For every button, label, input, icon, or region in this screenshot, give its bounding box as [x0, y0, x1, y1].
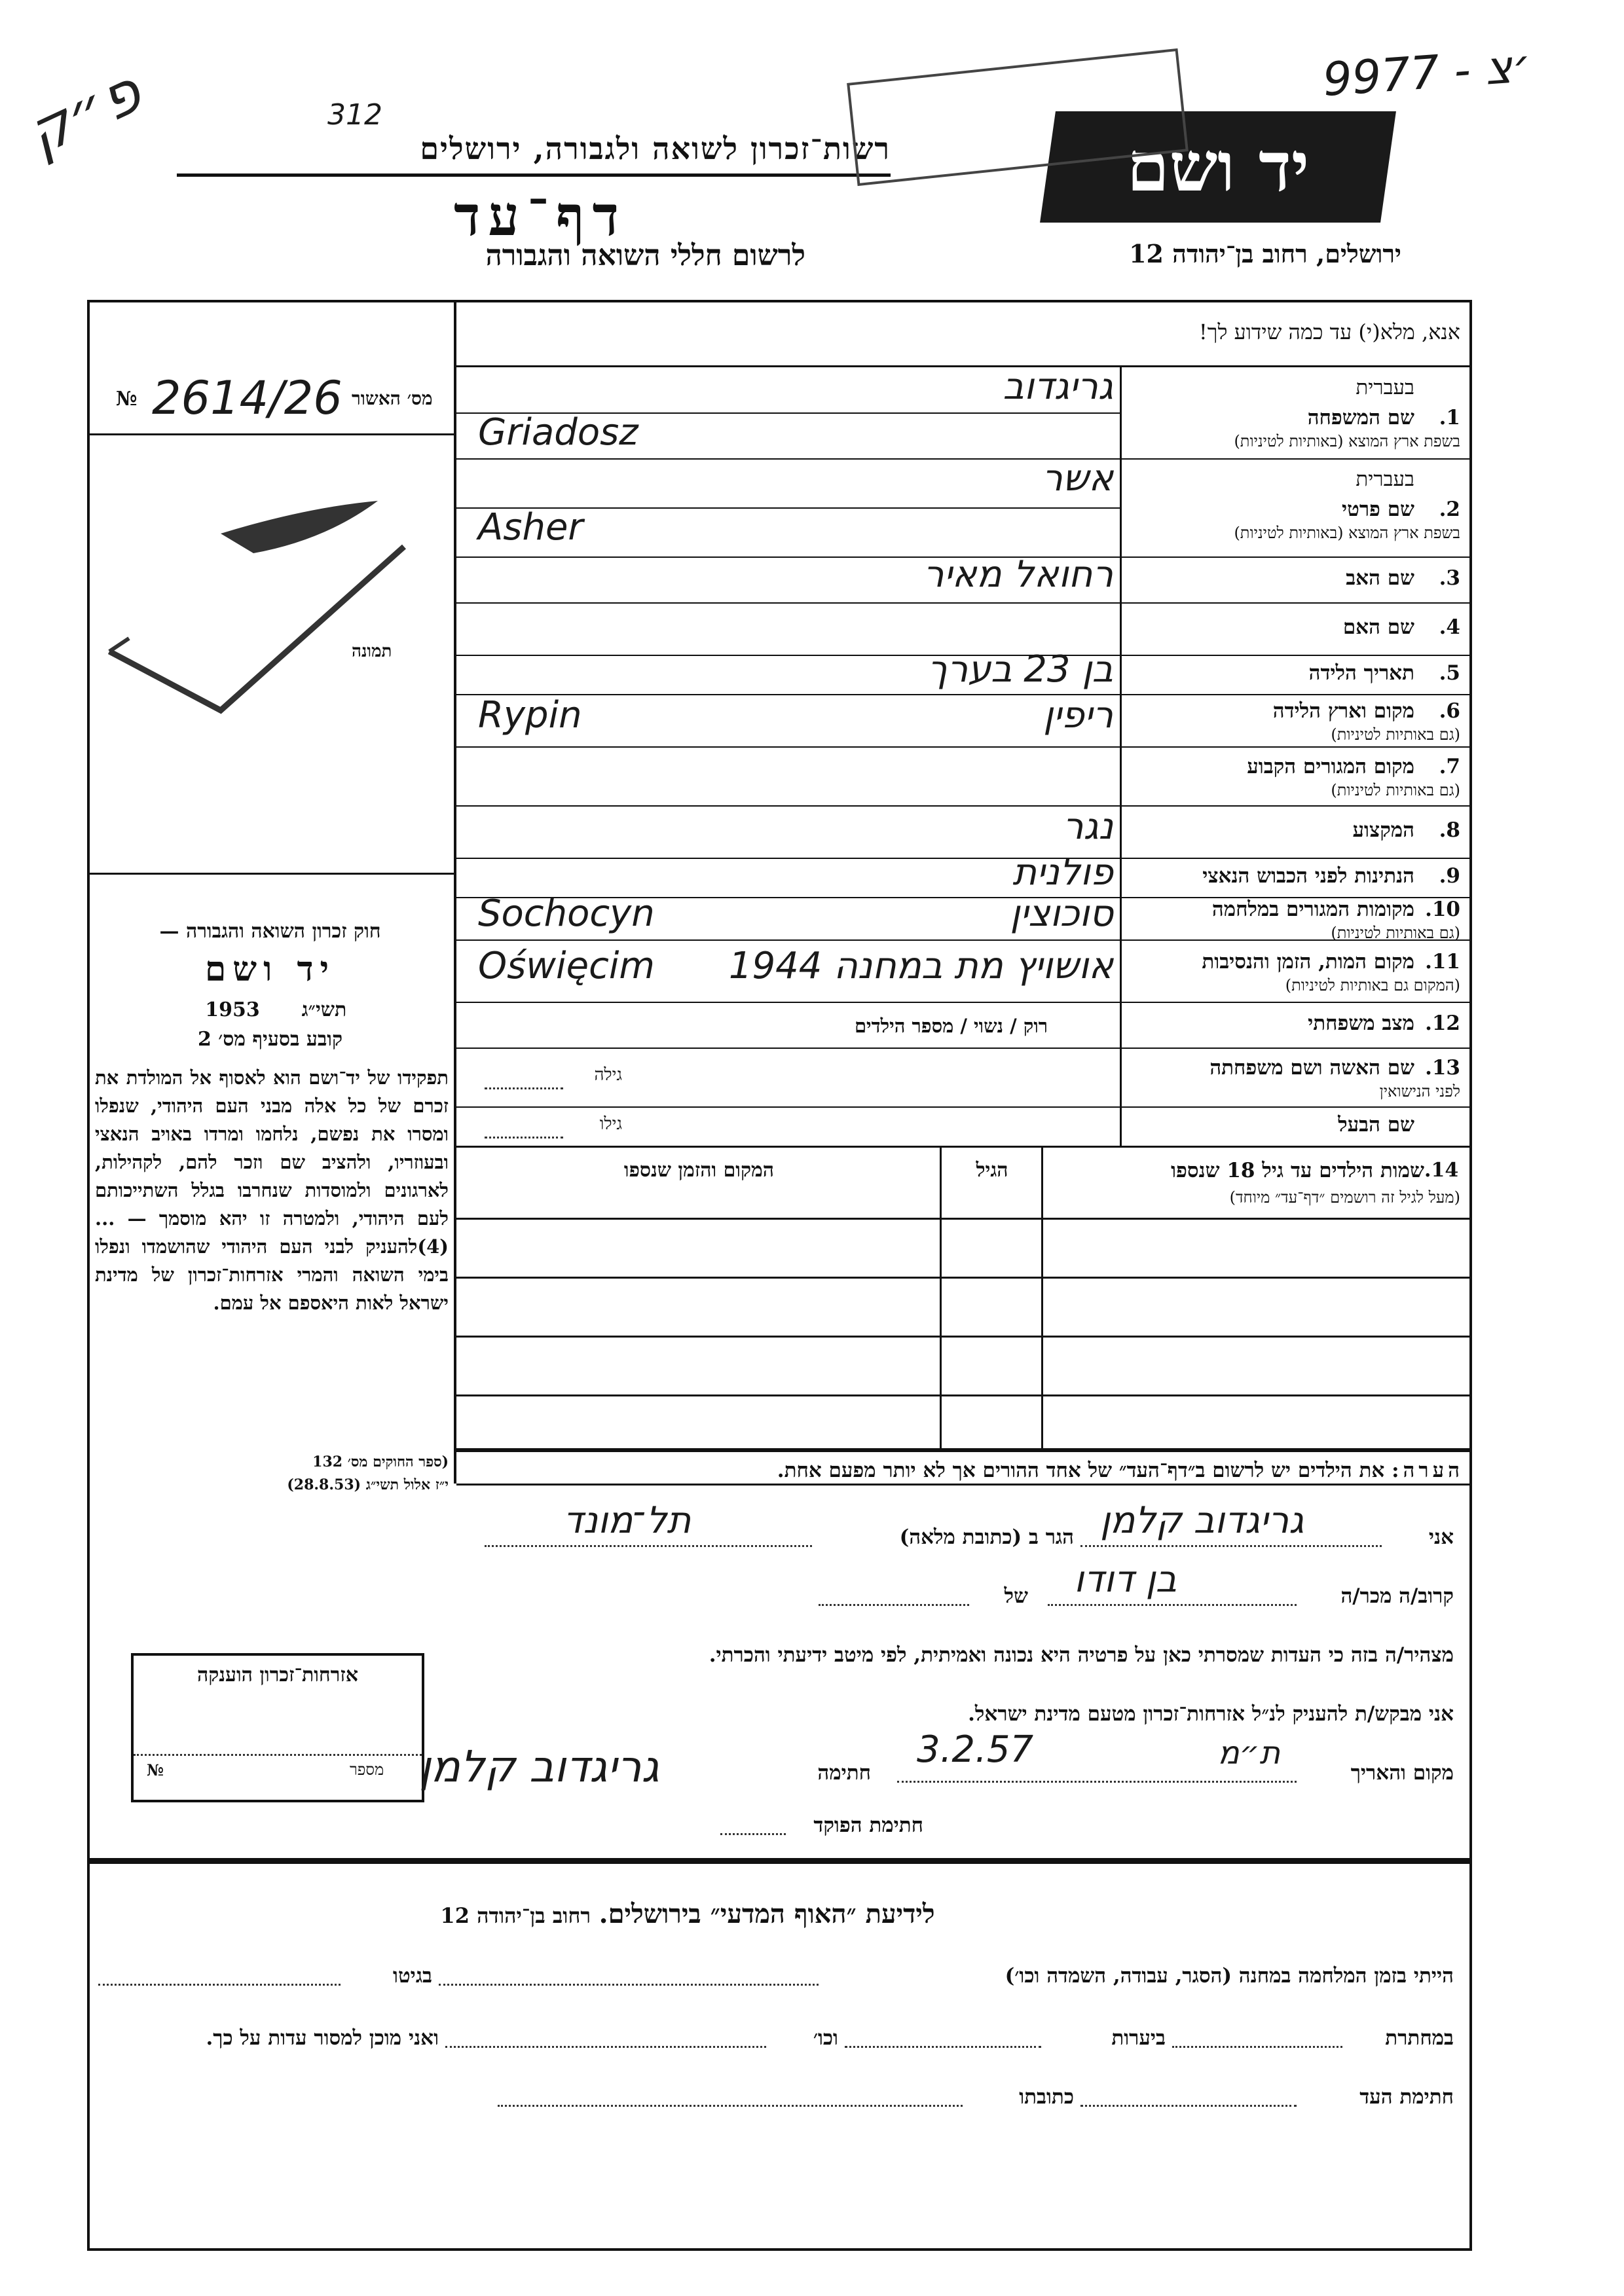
field-number: 11.	[1425, 949, 1460, 974]
footer-underground-line	[1172, 2046, 1342, 2048]
field-value-hebrew: בן 23 בערך	[927, 648, 1113, 691]
field-label: הנתינות לפני הכבוש הנאצי	[1202, 864, 1414, 888]
note-text: את הילדים יש לרשום ב״דף־העד״ של אחד ההורים אך לא יותר מפעם אחת.	[777, 1459, 1385, 1482]
field-value-latin: Sochocyn	[478, 892, 655, 935]
institution-underline	[177, 173, 891, 177]
footer-address: רחוב בן־יהודה 12	[440, 1903, 591, 1928]
field-value-hebrew: רחואל מאיר	[923, 553, 1113, 596]
law-title: חוק זכרון השואה והגבורה —	[159, 920, 381, 943]
field-label: שם הבעל	[1338, 1113, 1414, 1137]
footer-etc-line	[445, 2046, 766, 2048]
field-value-latin: Rypin	[478, 694, 582, 737]
field-value-hebrew: ריפין	[1043, 694, 1113, 737]
children-row-rule-2	[456, 1336, 1472, 1338]
decl-relative-label: קרוב/ה מכר/ה	[1340, 1584, 1454, 1608]
decl-i-value: גריגדוב קלמן	[1100, 1499, 1304, 1542]
citizenship-box	[131, 1653, 424, 1802]
decl-of-label: של	[1004, 1584, 1028, 1608]
field-sublabel: לפני הנישואין	[1379, 1082, 1460, 1101]
children-bottom-rule	[456, 1448, 1472, 1452]
field-number: 12.	[1425, 1011, 1460, 1035]
law-body: תפקידו של יד־ושם הוא לאסוף אל המולדת את זכרם של כל אלה מבני העם היהודי, שנפלו ומסרו את נפשם, נלחמו ומרדו באויב הנאצי ובעוזריו, ולהציב שם וזכר להם, לקהילות, לארגונים ולמוסדות שנחרבו בגלל השתייכותם לעם היהודי, ולמטרה זו יהא מוסמך — ...(4)להעניק לבני העם היהודי שהושמדו ונפלו בימי השואה והמרי אזרחות־זכרון של מדינת ישראל לאות היאספם אל עמם.	[95, 1066, 449, 1314]
field-number: 6.	[1439, 699, 1460, 723]
children-top-rule	[456, 1146, 1472, 1148]
footer-camp-line	[439, 1984, 819, 1986]
label-column-border	[1120, 367, 1122, 1146]
field-value-latin: Griadosz	[478, 411, 638, 454]
corner-number: 9977 - ׳צ	[1321, 38, 1534, 107]
form-title: דף־עד	[453, 183, 627, 248]
children-row-rule-1	[456, 1277, 1472, 1279]
children-row-rule-3	[456, 1394, 1472, 1396]
decl-relative-value: בן דודו	[1074, 1558, 1177, 1601]
field-label: שם האם	[1342, 615, 1414, 639]
children-col-age: הגיל	[976, 1159, 1008, 1182]
decl-of-line	[819, 1604, 969, 1606]
field-label: שם פרטי	[1341, 498, 1414, 521]
field-number: 7.	[1439, 755, 1460, 778]
decl-place-date-line	[897, 1781, 1297, 1783]
photo-area	[90, 435, 454, 873]
children-col-border-1	[1041, 1146, 1043, 1450]
citizenship-number-label: מספר	[350, 1760, 384, 1779]
field-sublabel: בשפת ארץ המוצא (באותיות לטיניות)	[1234, 524, 1460, 542]
decl-i-line	[1080, 1545, 1382, 1547]
field-label: מקום המות, הזמן והנסיבות	[1202, 949, 1414, 974]
decl-official-signature-line	[720, 1833, 786, 1835]
children-col-border-2	[940, 1146, 942, 1450]
stamp-number: 312	[327, 98, 382, 132]
field-value-hebrew: גריגדוב	[1003, 365, 1113, 408]
decl-signature-label: חתימה	[817, 1761, 871, 1785]
instructions: אנא, מלא(י) עד כמה שידוע לך!	[1198, 319, 1460, 344]
field-value-hebrew: פולנית	[1012, 851, 1113, 894]
law-year: 1953	[205, 998, 260, 1021]
footer-witness-address-line	[498, 2105, 963, 2107]
field-label: שם המשפחה	[1307, 406, 1414, 429]
field-value-hebrew: נגר	[1062, 805, 1113, 848]
law-reference-1: (ספר החוקים מס׳ 132	[312, 1453, 449, 1470]
field-row-rule	[456, 1106, 1472, 1108]
footer-witness-signature-label: חתימת העד	[1359, 2085, 1454, 2109]
footer-forests-line	[845, 2046, 1041, 2048]
children-col-place: המקום והזמן שנספו	[623, 1159, 775, 1182]
children-header-rule	[456, 1218, 1472, 1220]
citizenship-box-title: אזרחות־זכרון הוענקה	[196, 1664, 359, 1686]
footer-separator	[90, 1858, 1469, 1864]
field-label: מצב משפחתי	[1308, 1011, 1414, 1035]
footer-ghetto-label: בגיטו	[393, 1964, 432, 1988]
footer-ready-text: ואני מוכן למסור עדות על כך.	[206, 2026, 439, 2050]
field-number: 4.	[1439, 615, 1460, 639]
approval-number: 2614/26	[152, 371, 342, 425]
form-subtitle: לרשום חללי השואה והגבורה	[485, 239, 805, 272]
photo-rule	[90, 873, 454, 875]
footer-witness-address-label: כתובתו	[1019, 2085, 1074, 2109]
marital-options: רוק / נשוי / מספר הילדים	[854, 1015, 1048, 1037]
citizenship-number-sign: №	[147, 1760, 164, 1779]
decl-i-label: אני	[1428, 1525, 1454, 1549]
field-number: 1.	[1439, 406, 1460, 429]
field-number: 8.	[1439, 818, 1460, 842]
field-lang-hint: בעברית	[1356, 467, 1414, 491]
approval-number-sign: №	[116, 388, 138, 410]
field-number: 13.	[1425, 1056, 1460, 1080]
spouse-age-line	[485, 1137, 563, 1139]
field-number: 3.	[1439, 566, 1460, 590]
decl-relative-line	[1048, 1604, 1297, 1606]
field-row-rule	[456, 602, 1472, 604]
note	[462, 1459, 1464, 1482]
field-number: 5.	[1439, 661, 1460, 685]
field-value-hebrew: אושויץ מת במחנה 1944	[728, 944, 1113, 987]
field-label: מקום המגורים הקבוע	[1247, 755, 1414, 778]
footer-forests-label: ביערות	[1111, 2026, 1166, 2050]
field-sublabel: (המקום גם באותיות לטיניות)	[1285, 975, 1460, 994]
decl-date-value: 3.2.57	[917, 1728, 1034, 1771]
field-sublabel: (גם באותיות לטיניות)	[1331, 923, 1460, 942]
decl-resident-line	[485, 1545, 812, 1547]
footer-etc-label: וכו׳	[813, 2026, 838, 2050]
field-label: מקום וארץ הלידה	[1272, 699, 1414, 723]
photo-label: תמונה	[352, 642, 392, 661]
field-sublabel: (גם באותיות לטיניות)	[1331, 781, 1460, 799]
approval-box	[90, 368, 454, 433]
field-value-hebrew: אשר	[1042, 457, 1113, 500]
institution-name: רשות־זכרון לשואה ולגבורה, ירושלים	[420, 131, 891, 166]
decl-request: אני מבקש/ת להעניק לנ״ל אזרחות־זכרון מטעם מדינת ישראל.	[968, 1702, 1454, 1726]
spouse-age-label: גילו	[599, 1114, 622, 1134]
field-value-latin: Oświęcim	[478, 944, 655, 987]
children-sublabel: (מעל לגיל זה רושמים ״דף־עד״ מיוחד)	[1229, 1188, 1460, 1207]
field-label: מקומות המגורים במלחמה	[1211, 897, 1414, 921]
footer-title: לידיעת ״האוף המדעי״ בירושלים.	[599, 1899, 935, 1929]
field-lang-hint: בעברית	[1356, 376, 1414, 399]
address: ירושלים, רחוב בן־יהודה 12	[1129, 239, 1401, 268]
field-label: המקצוע	[1352, 818, 1414, 842]
field-number: 2.	[1439, 498, 1460, 521]
decl-signature-value: גריגדוב קלמן	[419, 1741, 659, 1792]
decl-place-value: ת״מ	[1218, 1735, 1281, 1772]
spouse-age-line	[485, 1087, 563, 1089]
field-label: תאריך הלידה	[1308, 661, 1414, 685]
decl-resident-value: תל־מונד	[563, 1499, 692, 1542]
approval-label: מס׳ האשור	[352, 388, 433, 409]
field-value-hebrew: סוכוצין	[1010, 892, 1113, 935]
decl-place-date-label: מקום והאריך	[1350, 1761, 1454, 1785]
left-column-border	[454, 300, 456, 1484]
children-label: שמות הילדים עד גיל 18 שנספו	[1171, 1159, 1424, 1182]
logo-text: יד ושם	[1126, 126, 1310, 207]
footer-underground-label: במחתרת	[1385, 2026, 1454, 2050]
law-year-he: תשי״ג	[301, 998, 347, 1021]
field-row-rule	[456, 1048, 1472, 1049]
children-num: 14.	[1424, 1159, 1459, 1182]
archive-stamp: פ״ק	[17, 57, 152, 169]
field-sublabel: (גם באותיות לטיניות)	[1331, 725, 1460, 744]
field-value-latin: Asher	[478, 506, 583, 549]
field-row-rule	[456, 746, 1472, 748]
footer-heading	[196, 1899, 1179, 1929]
spouse-age-label: גילה	[594, 1065, 622, 1085]
footer-camp-label: הייתי בזמן המלחמה במחנה (הסגר, עבודה, השמדה וכו׳)	[1005, 1964, 1454, 1988]
field-label: שם האשה ושם משפחתה	[1209, 1056, 1414, 1080]
field-number: 9.	[1439, 864, 1460, 888]
note-rule	[456, 1484, 1472, 1485]
field-row-rule	[456, 1002, 1472, 1003]
footer-witness-signature-line	[1080, 2105, 1297, 2107]
law-reference-2: י״ז אלול תשי״ג (28.8.53)	[287, 1476, 449, 1493]
decl-statement: מצהיר/ה בזה כי העדות שמסרתי כאן על פרטיה היא נכונה ואמיתית, לפי מיטב ידיעתי והכרתי.	[709, 1643, 1454, 1667]
footer-ghetto-line	[98, 1984, 341, 1986]
decl-resident-label: הגר ב (כתובת מלאה)	[899, 1525, 1074, 1549]
photo-scribble-icon	[90, 435, 454, 873]
field-label: שם האב	[1346, 566, 1414, 590]
decl-official-signature-label: חתימת הפוקד	[813, 1813, 923, 1837]
field-number: 10.	[1425, 897, 1460, 921]
field-sublabel: בשפת ארץ המוצא (באותיות לטיניות)	[1234, 432, 1460, 450]
sidebar-logo: יד ושם	[204, 949, 336, 989]
note-label: הערה:	[1392, 1459, 1464, 1482]
law-clause: קובע בסעיף מס׳ 2	[197, 1028, 343, 1051]
